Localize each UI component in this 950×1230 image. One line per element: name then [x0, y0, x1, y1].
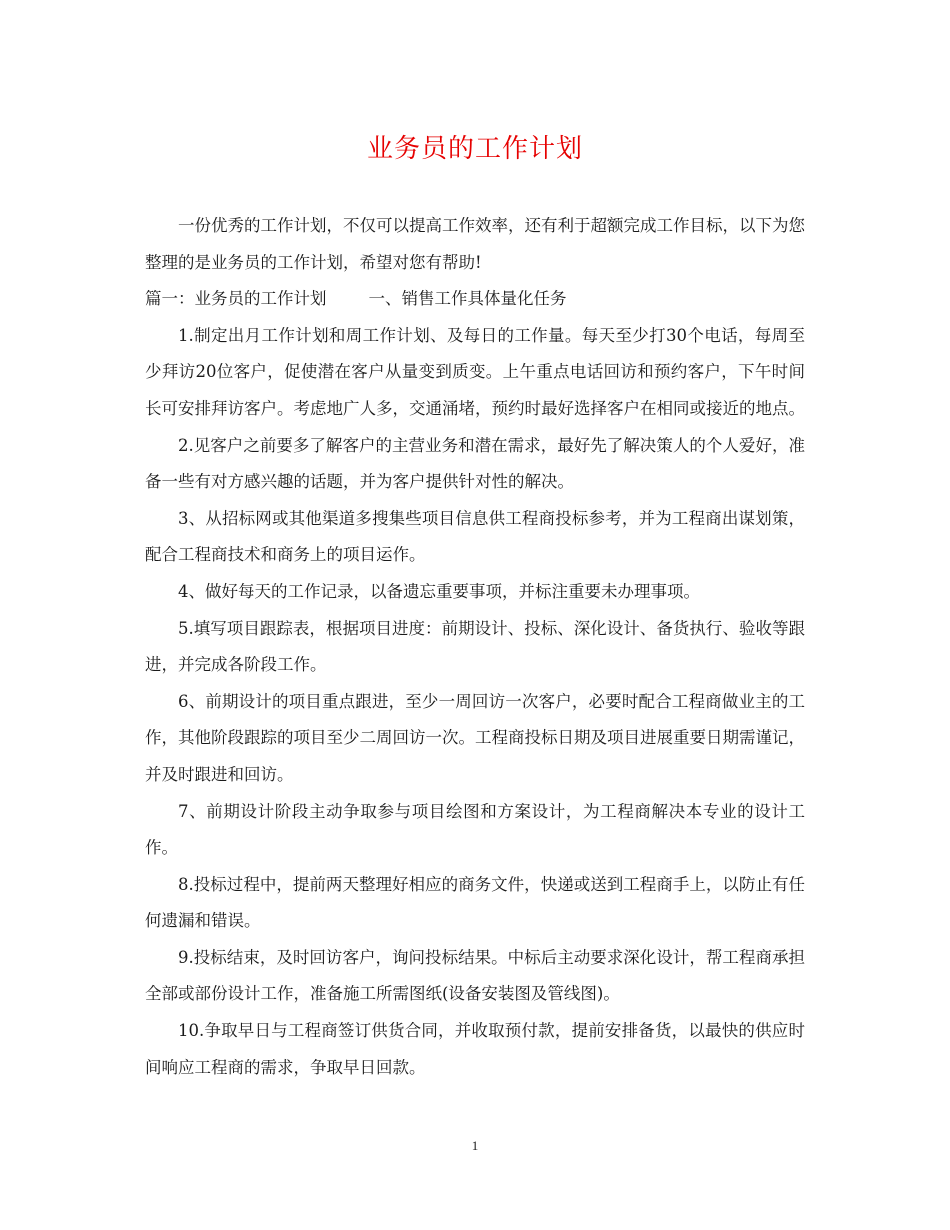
list-item: 2.见客户之前要多了解客户的主营业务和潜在需求，最好先了解决策人的个人爱好，准备一些有对方感兴趣的话题，并为客户提供针对性的解决。: [145, 435, 805, 492]
list-item: 4、做好每天的工作记录，以备遗忘重要事项，并标注重要未办理事项。: [178, 581, 700, 601]
document-body: [145, 208, 805, 1086]
intro-paragraph: 一份优秀的工作计划，不仅可以提高工作效率，还有利于超额完成工作目标，以下为您整理的是业务员的工作计划，希望对您有帮助!: [145, 216, 805, 272]
list-item: 9.投标结束，及时回访客户，询问投标结果。中标后主动要求深化设计，帮工程商承担全部或部份设计工作，准备施工所需图纸(设备安装图及管线图)。: [145, 947, 805, 1004]
list-item: 8.投标过程中，提前两天整理好相应的商务文件，快递或送到工程商手上，以防止有任何遗漏和错误。: [145, 874, 805, 931]
page-number: 1: [471, 1138, 479, 1153]
section-heading: [145, 281, 805, 318]
list-item: 6、前期设计的项目重点跟进，至少一周回访一次客户，必要时配合工程商做业主的工作，其他阶段跟踪的项目至少二周回访一次。工程商投标日期及项目进展重要日期需谨记，并及时跟进和回访。: [145, 691, 805, 784]
list-item: 7、前期设计阶段主动争取参与项目绘图和方案设计，为工程商解决本专业的设计工作。: [145, 801, 805, 858]
list-item: 3、从招标网或其他渠道多搜集些项目信息供工程商投标参考，并为工程商出谋划策，配合工程商技术和商务上的项目运作。: [145, 508, 805, 565]
section-subtitle: 一、销售工作具体量化任务: [368, 289, 567, 309]
document-title: 业务员的工作计划: [366, 134, 583, 164]
list-item: 5.填写项目跟踪表，根据项目进度：前期设计、投标、深化设计、备货执行、验收等跟进，并完成各阶段工作。: [145, 618, 805, 675]
list-item: 1.制定出月工作计划和周工作计划、及每日的工作量。每天至少打30个电话，每周至少拜访20位客户，促使潜在客户从量变到质变。上午重点电话回访和预约客户，下午时间长可安排拜访客户。考虑地广人多，交通涌堵，预约时最好选择客户在相同或接近的地点。: [145, 325, 805, 418]
list-item: 10.争取早日与工程商签订供货合同，并收取预付款，提前安排备货，以最快的供应时间响应工程商的需求，争取早日回款。: [145, 1021, 805, 1077]
section-label: 篇一：业务员的工作计划: [145, 289, 327, 309]
